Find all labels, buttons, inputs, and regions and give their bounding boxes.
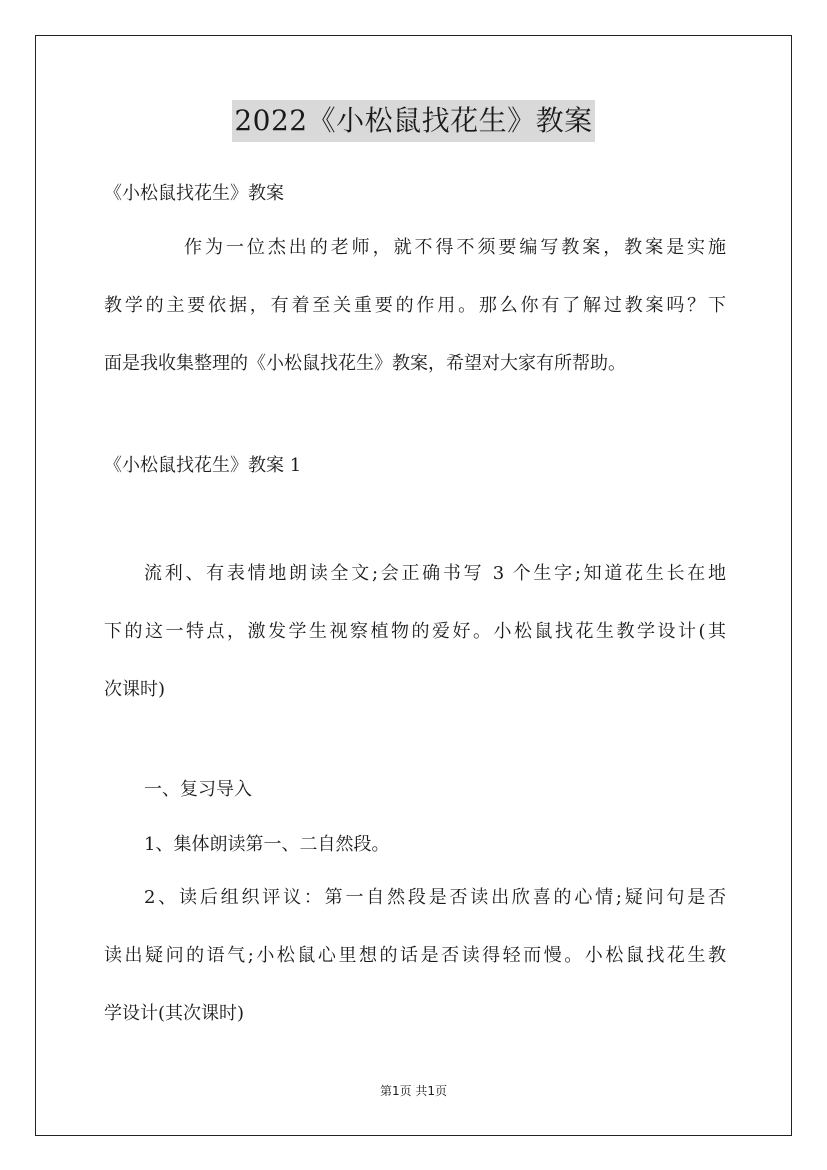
intro-line-3: 面是我收集整理的《小松鼠找花生》教案，希望对大家有所帮助。 — [104, 353, 626, 374]
goals-line-1: 流利、有表情地朗读全文;会正确书写 3 个生字;知道花生长在地 — [144, 563, 726, 584]
page-footer: 第1页 共1页 — [379, 1084, 448, 1098]
intro-line-2: 教学的主要依据，有着至关重要的作用。那么你有了解过教案吗？下 — [104, 295, 726, 316]
goals-line-3: 次课时) — [104, 679, 166, 700]
step1-item1: 1、集体朗读第一、二自然段。 — [144, 834, 390, 855]
step1-item2-line-1: 2、读后组织评议：第一自然段是否读出欣喜的心情;疑问句是否 — [144, 887, 726, 908]
step1-item2-line-2: 读出疑问的语气;小松鼠心里想的话是否读得轻而慢。小松鼠找花生教 — [104, 945, 726, 966]
goals-line-2: 下的这一特点，激发学生视察植物的爱好。小松鼠找花生教学设计(其 — [104, 621, 726, 642]
subtitle: 《小松鼠找花生》教案 — [104, 183, 284, 204]
title-container — [0, 100, 827, 142]
step1-heading: 一、复习导入 — [144, 779, 252, 800]
section-heading: 《小松鼠找花生》教案 1 — [104, 455, 302, 476]
step1-item2-paragraph — [104, 886, 726, 1060]
step1-item2-line-3: 学设计(其次课时) — [104, 1003, 245, 1024]
goals-paragraph — [104, 562, 726, 736]
document-title: 2022《小松鼠找花生》教案 — [232, 100, 594, 142]
intro-paragraph — [104, 236, 726, 410]
intro-line-1: 作为一位杰出的老师，就不得不须要编写教案，教案是实施 — [184, 237, 726, 258]
